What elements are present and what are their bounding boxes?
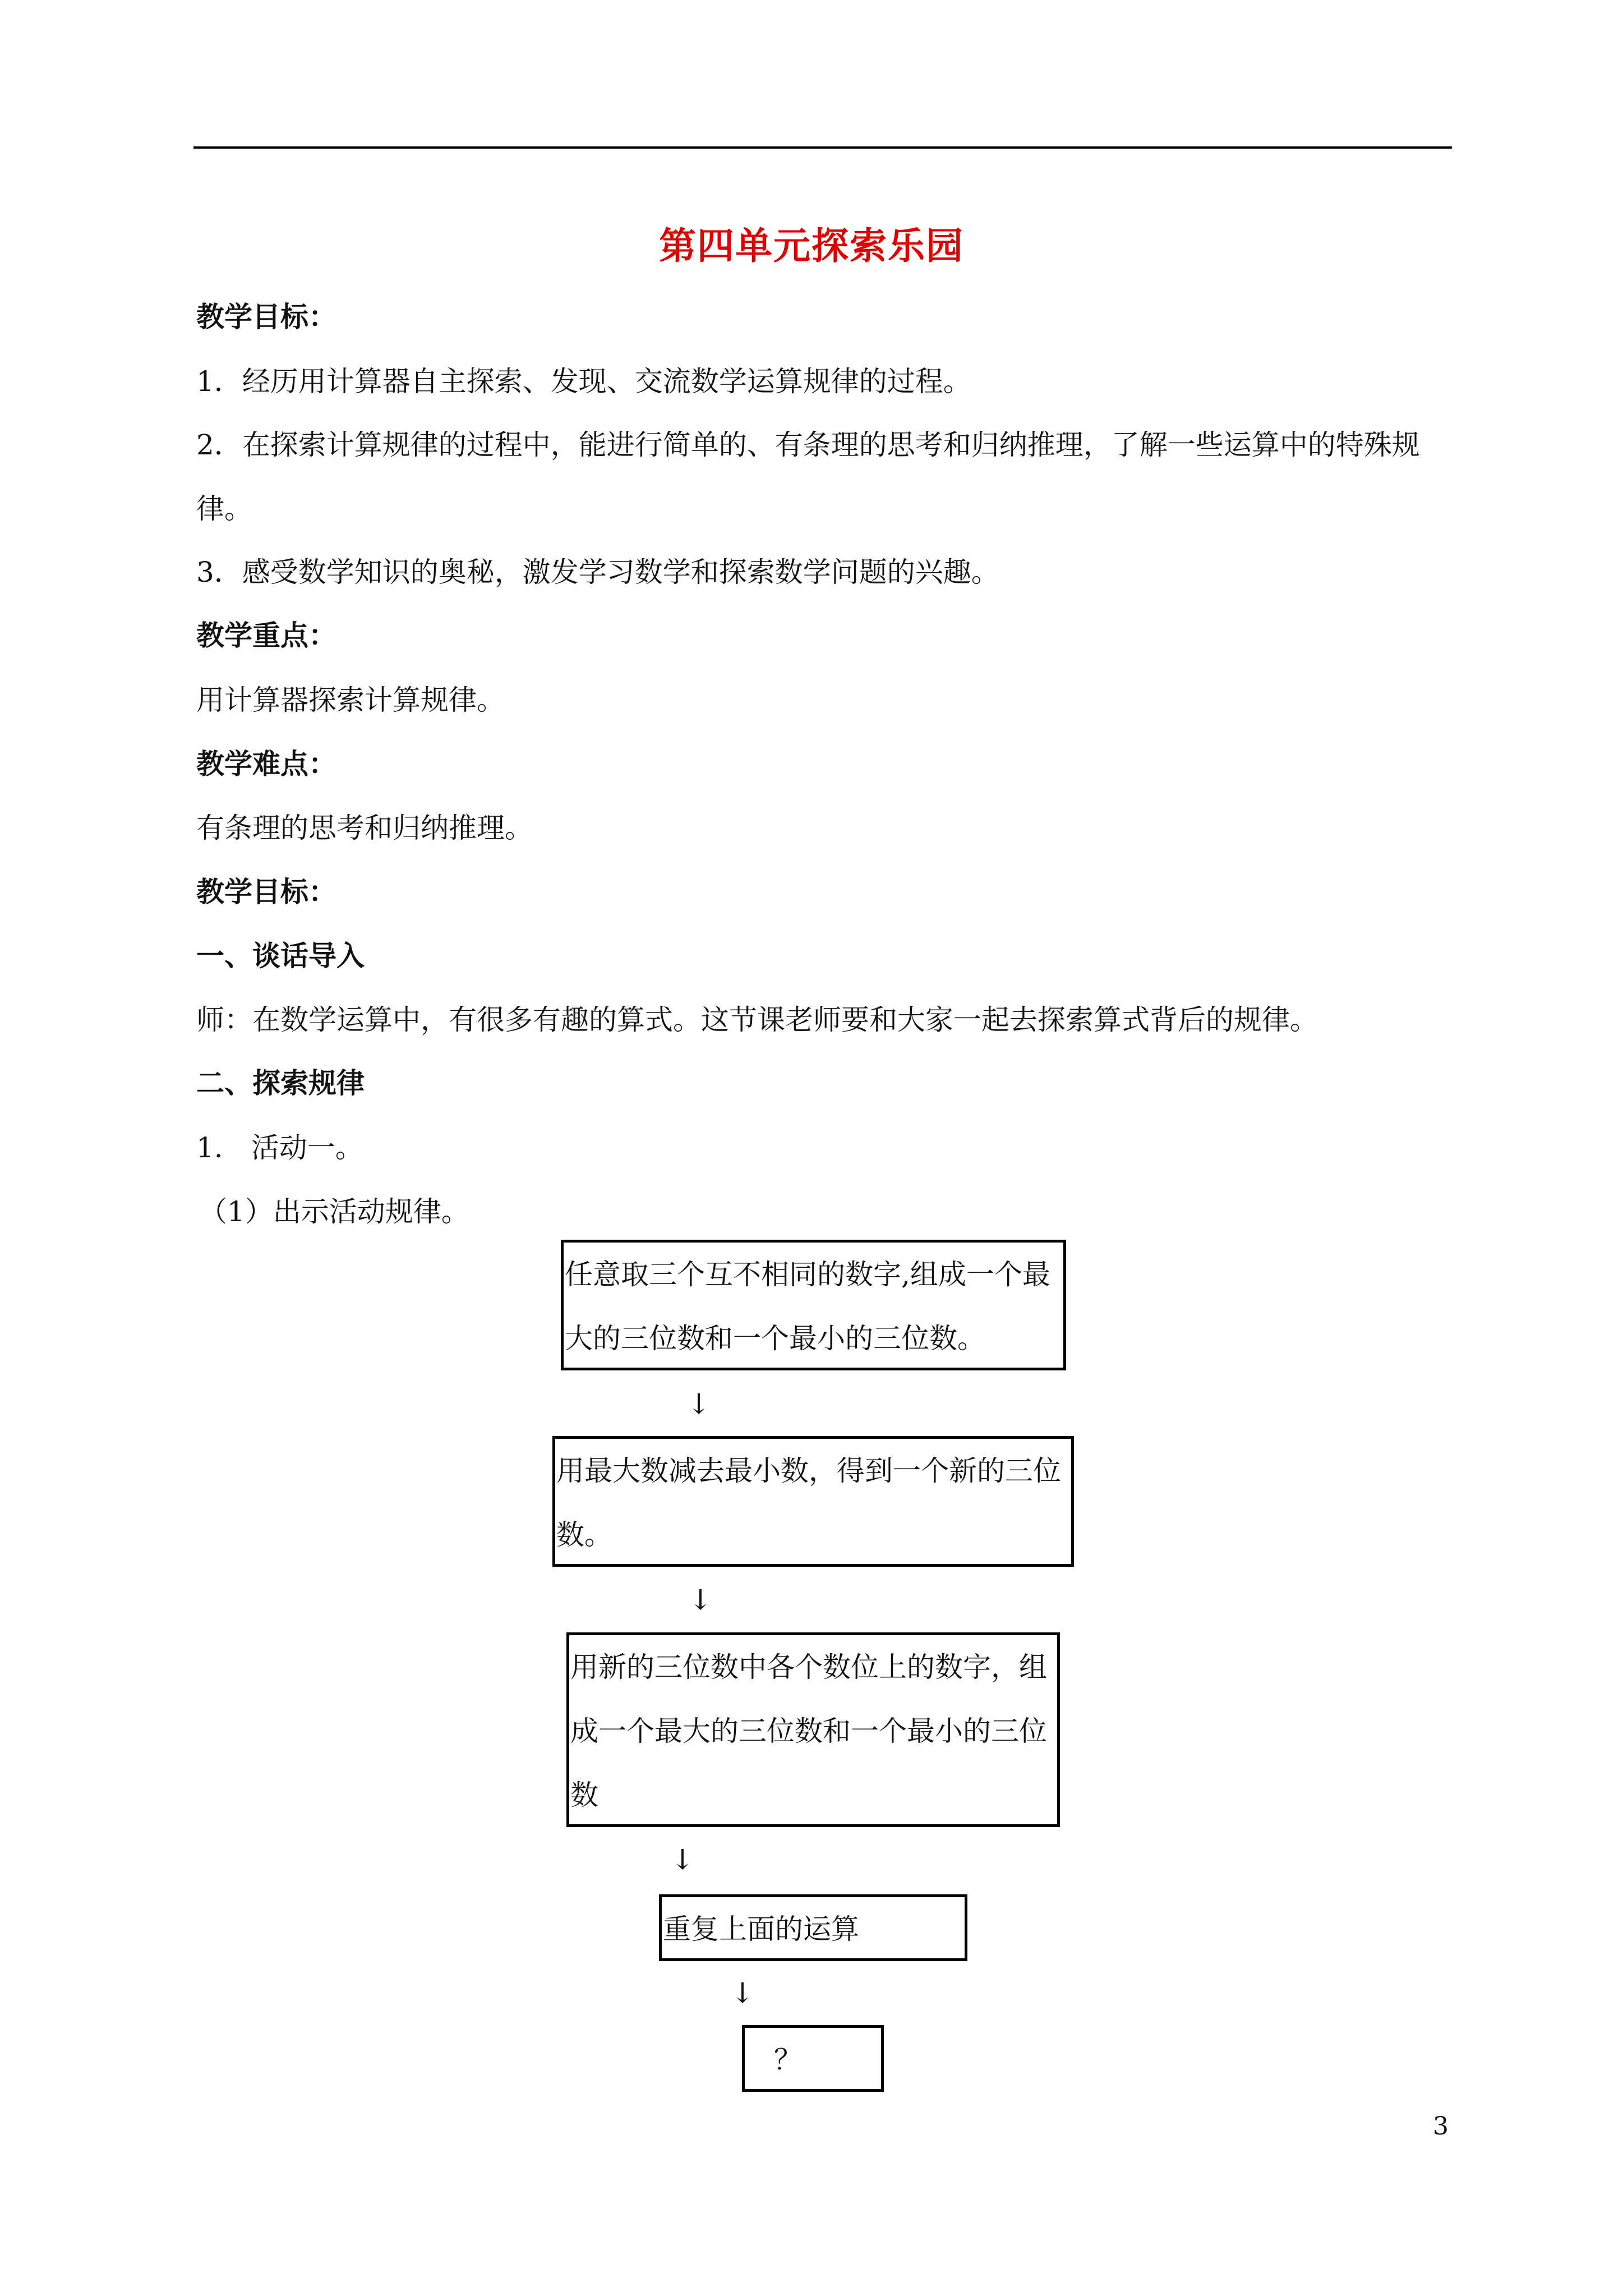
page-number: 3 xyxy=(1433,2112,1449,2141)
goal-item-3: 3．感受数学知识的奥秘，激发学习数学和探索数学问题的兴趣。 xyxy=(196,556,999,588)
flow-box-3-line-2: 成一个最大的三位数和一个最小的三位 xyxy=(570,1715,1047,1747)
flow-box-3 xyxy=(566,1632,1060,1827)
flow-arrow-icon: ↓ xyxy=(687,1388,711,1420)
flow-box-3-line-3: 数 xyxy=(570,1779,598,1811)
flow-arrow-icon: ↓ xyxy=(671,1843,694,1876)
flow-box-4 xyxy=(659,1894,967,1961)
goal-item-2: 2．在探索计算规律的过程中，能进行简单的、有条理的思考和归纳推理，了解一些运算中的特殊规 xyxy=(196,429,1420,461)
page-title: 第四单元探索乐园 xyxy=(659,224,964,268)
heading-teaching-goals: 教学目标： xyxy=(196,300,336,333)
flow-arrow-icon: ↓ xyxy=(731,1977,754,2009)
flow-box-2-line-1: 用最大数减去最小数，得到一个新的三位 xyxy=(556,1455,1061,1487)
heading-teaching-goals-2: 教学目标： xyxy=(196,875,336,908)
header-rule xyxy=(193,146,1452,149)
goal-item-2-continued: 律。 xyxy=(196,493,252,525)
key-points-text: 用计算器探索计算规律。 xyxy=(196,684,505,716)
flow-box-4-text: 重复上面的运算 xyxy=(663,1913,859,1945)
heading-key-points: 教学重点： xyxy=(196,619,336,652)
goal-item-1: 1．经历用计算器自主探索、发现、交流数学运算规律的过程。 xyxy=(196,365,971,398)
flow-box-2 xyxy=(552,1436,1074,1567)
flow-arrow-icon: ↓ xyxy=(689,1584,712,1616)
activity-1-step-1: （1）出示活动规律。 xyxy=(199,1195,469,1228)
flow-box-3-line-1: 用新的三位数中各个数位上的数字，组 xyxy=(570,1651,1047,1683)
flow-box-1-line-2: 大的三位数和一个最小的三位数。 xyxy=(565,1322,985,1355)
heading-difficult-points: 教学难点： xyxy=(196,747,336,780)
flow-box-1 xyxy=(561,1240,1066,1370)
flow-box-2-line-2: 数。 xyxy=(556,1519,612,1551)
section-heading-explore: 二、探索规律 xyxy=(196,1066,365,1099)
activity-1: 1. 活动一。 xyxy=(196,1131,363,1164)
flow-box-5-text: ？ xyxy=(774,2044,802,2076)
section-heading-intro: 一、谈话导入 xyxy=(196,939,365,972)
difficult-points-text: 有条理的思考和归纳推理。 xyxy=(196,812,533,844)
teacher-dialogue: 师：在数学运算中，有很多有趣的算式。这节课老师要和大家一起去探索算式背后的规律。 xyxy=(196,1004,1318,1036)
flow-box-1-line-1: 任意取三个互不相同的数字,组成一个最 xyxy=(565,1258,1050,1291)
flow-box-5 xyxy=(742,2025,884,2092)
